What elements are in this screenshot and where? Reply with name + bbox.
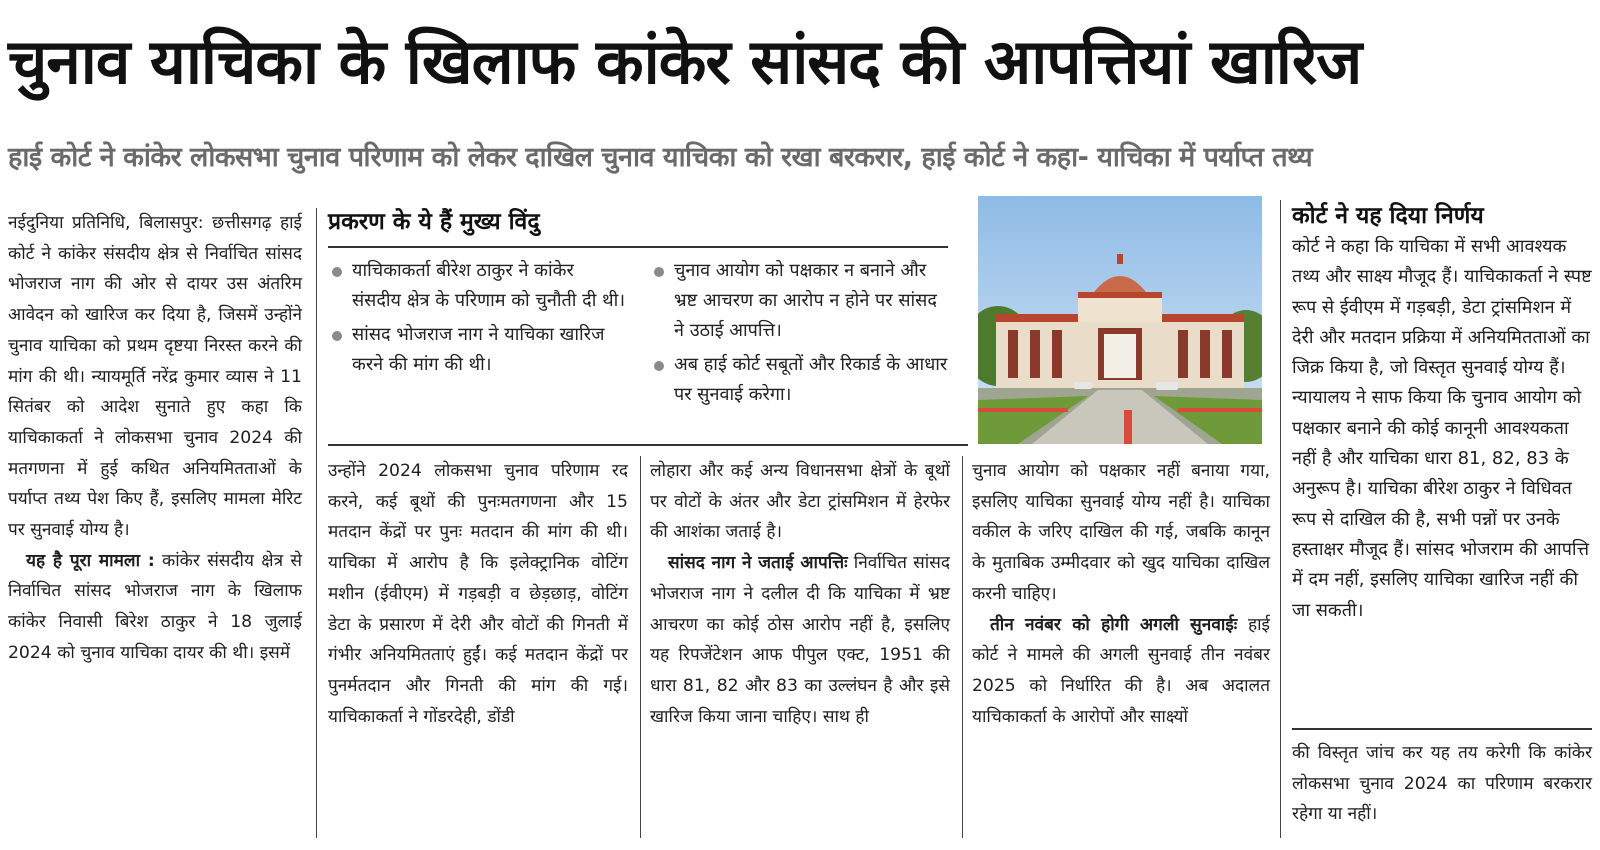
column-divider <box>316 208 317 838</box>
section-subhead: सांसद नाग ने जताई आपत्तिः <box>668 553 848 574</box>
article-column-1 <box>8 208 302 669</box>
article-paragraph: कांकेर संसदीय क्षेत्र से निर्वाचित सांसद भोजराज नाग के खिलाफ कांकेर निवासी बिरेश ठाकुर ने 18 जुलाई 2024 को चुनाव याचिका दायर की थी। इसमें <box>8 550 302 663</box>
key-points-title: प्रकरण के ये हैं मुख्य विंदु <box>328 209 540 235</box>
article-paragraph: हाई कोर्ट ने मामले की अगली सुनवाई तीन नवंबर 2025 को निर्धारित की है। अब अदालत याचिकाकर्ता के आरोपों और साक्ष्यों <box>972 614 1270 727</box>
verdict-box-rule <box>1292 728 1592 730</box>
section-subhead: तीन नवंबर को होगी अगली सुनवाईः <box>990 614 1238 635</box>
article-paragraph: लोहारा और कई अन्य विधानसभा क्षेत्रों के बूथों पर वोटों के अंतर और डेटा ट्रांसमिशन में हेरफेर की आशंका जताई है। <box>650 461 950 543</box>
article-paragraph: छत्तीसगढ़ हाई कोर्ट ने कांकेर संसदीय क्षेत्र से निर्वाचित सांसद भोजराज नाग की ओर से दायर उस अंतरिम आवेदन को खारिज कर दिया है, जिसमें उन्होंने चुनाव याचिका को प्रथम दृष्टया निरस्त करने की मांग की थी। न्यायमूर्ति नरेंद्र कुमार व्यास ने 11 सितंबर को आदेश सुनाते हुए कहा कि याचिकाकर्ता ने लोकसभा चुनाव 2024 की मतगणना में हुई कथित अनियमितताओं के पर्याप्त तथ्य पेश किए हैं, इसलिए मामला मेरिट पर सुनवाई योग्य है। <box>8 213 302 541</box>
bullet-icon <box>654 361 664 371</box>
article-column-2 <box>328 456 628 732</box>
section-subhead: यह है पूरा मामला : <box>26 550 155 571</box>
column-divider <box>962 456 963 838</box>
list-item: चुनाव आयोग को पक्षकार न बनाने और भ्रष्ट आचरण का आरोप न होने पर सांसद ने उठाई आपत्ति। <box>650 256 950 346</box>
article-column-3 <box>650 456 950 732</box>
verdict-box <box>1292 200 1592 626</box>
key-points-list-right <box>650 256 950 414</box>
key-points-rule <box>328 246 948 248</box>
article-paragraph: उन्होंने 2024 लोकसभा चुनाव परिणाम रद करने, कई बूथों की पुनःमतगणना और 15 मतदान केंद्रों पर पुनः मतदान की मांग की थी। याचिका में आरोप है कि इलेक्ट्रानिक वोटिंग मशीन (ईवीएम) में गड़बड़ी व छेड़छाड़, वोटिंग डेटा के प्रसारण में देरी और वोटों की गिनती में गंभीर अनियमितताएं हुईं। कई मतदान केंद्रों पर पुनर्मतदान और गिनती की मांग की गई। याचिकाकर्ता ने गोंडरदेही, डोंडी <box>328 461 628 727</box>
list-item: अब हाई कोर्ट सबूतों और रिकार्ड के आधार पर सुनवाई करेगा। <box>650 350 950 410</box>
headline: चुनाव याचिका के खिलाफ कांकेर सांसद की आपत्तियां खारिज <box>8 25 1362 98</box>
article-column-4 <box>972 456 1270 732</box>
key-points-list-left <box>328 256 628 384</box>
article-column-5 <box>1292 738 1592 830</box>
key-points-bottom-rule <box>328 444 968 446</box>
list-item: सांसद भोजराज नाग ने याचिका खारिज करने की मांग की थी। <box>328 320 628 380</box>
subheadline: हाई कोर्ट ने कांकेर लोकसभा चुनाव परिणाम को लेकर दाखिल चुनाव याचिका को रखा बरकरार, हाई कोर्ट ने कहा- याचिका में पर्याप्त तथ्य <box>8 142 1313 173</box>
article-paragraph: चुनाव आयोग को पक्षकार नहीं बनाया गया, इसलिए याचिका सुनवाई योग्य नहीं है। याचिका वकील के जरिए दाखिल की गई, जबकि कानून के मुताबिक उम्मीदवार को खुद याचिका दाखिल करनी चाहिए। <box>972 461 1270 604</box>
bullet-icon <box>654 267 664 277</box>
column-divider <box>640 456 641 838</box>
article-paragraph: की विस्तृत जांच कर यह तय करेगी कि कांकेर लोकसभा चुनाव 2024 का परिणाम बरकरार रहेगा या नहीं। <box>1292 743 1592 825</box>
verdict-title: कोर्ट ने यह दिया निर्णय <box>1292 203 1484 229</box>
high-court-building-photo <box>978 196 1262 444</box>
column-divider <box>1280 200 1281 838</box>
bullet-icon <box>332 331 342 341</box>
list-item: याचिकाकर्ता बीरेश ठाकुर ने कांकेर संसदीय क्षेत्र के परिणाम को चुनौती दी थी। <box>328 256 628 316</box>
bullet-icon <box>332 267 342 277</box>
article-paragraph: निर्वाचित सांसद भोजराज नाग ने दलील दी कि याचिका में भ्रष्ट आचरण का कोई ठोस आरोप नहीं है, इसलिए यह रिपजेंटेशन आफ पीपुल एक्ट, 1951 की धारा 81, 82 और 83 का उल्लंघन है और इसे खारिज किया जाना चाहिए। साथ ही <box>650 553 950 727</box>
verdict-body: कोर्ट ने कहा कि याचिका में सभी आवश्यक तथ्य और साक्ष्य मौजूद हैं। याचिकाकर्ता ने स्पष्ट रूप से ईवीएम में गड़बड़ी, डेटा ट्रांसमिशन में देरी और मतदान प्रक्रिया में अनियमितताओं का जिक्र किया है, जो विस्तृत सुनवाई योग्य हैं। न्यायालय ने साफ किया कि चुनाव आयोग को पक्षकार बनाने की कोई कानूनी आवश्यकता नहीं है और याचिका धारा 81, 82, 83 के अनुरूप है। याचिका बीरेश ठाकुर ने विधिवत रूप से दाखिल की है, सभी पन्नों पर उनके हस्ताक्षर मौजूद हैं। सांसद भोजराम की आपत्ति में दम नहीं, इसलिए याचिका खारिज नहीं की जा सकती। <box>1292 236 1592 621</box>
dateline: नईदुनिया प्रतिनिधि, बिलासपुर: <box>8 213 204 233</box>
